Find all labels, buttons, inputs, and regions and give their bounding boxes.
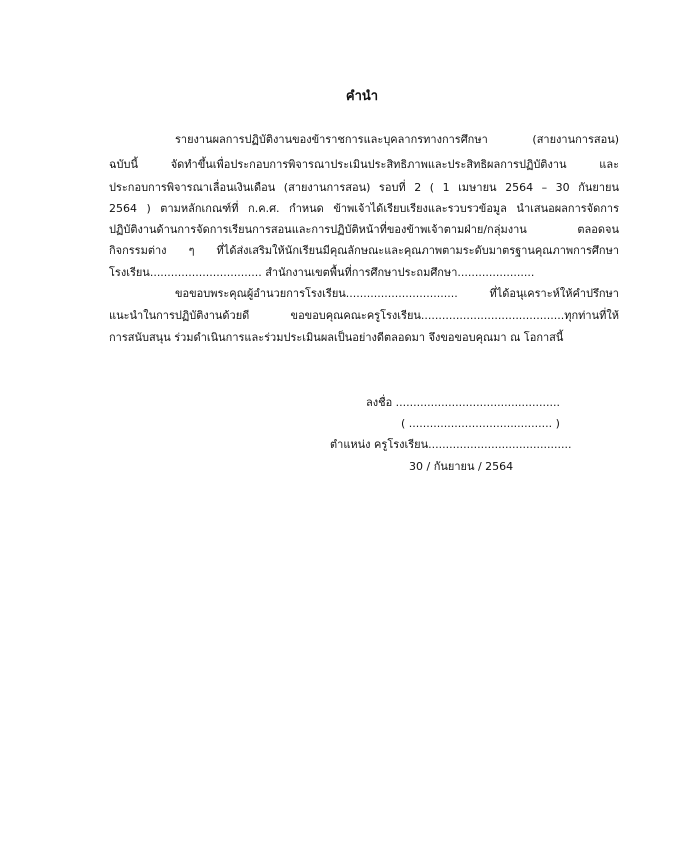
page-title: คำนำ: [345, 89, 379, 104]
signature-date: 30 / กันยายน / 2564: [409, 460, 514, 473]
paragraph2-line: ขอขอบพระคุณผู้อำนวยการโรงเรียน................................ ที่ได้อนุเคราะห์ให้คำปรึกษา: [175, 287, 619, 300]
paragraph2-line: การสนับสนุน ร่วมดำเนินการและร่วมประเมินผลเป็นอย่างดีตลอดมา จึงขอขอบคุณมา ณ โอกาสนี้: [109, 331, 564, 344]
paragraph1-line: รายงานผลการปฏิบัติงานของข้าราชการและบุคลากรทางการศึกษา (สายงานการสอน): [175, 133, 619, 146]
paragraph1-line: โรงเรียน................................ สำนักงานเขตพื้นที่การศึกษาประถมศึกษา......................: [109, 266, 535, 279]
paragraph1-line: ปฏิบัติงานด้านการจัดการเรียนการสอนและการปฏิบัติหน้าที่ของข้าพเจ้าตามฝ่าย/กลุ่มงาน ตลอดจน: [109, 223, 619, 236]
paragraph1-line: กิจกรรมต่าง ๆ ที่ได้ส่งเสริมให้นักเรียนมีคุณลักษณะและคุณภาพตามระดับมาตรฐานคุณภาพการศึกษา: [109, 244, 619, 257]
paragraph1-line: ประกอบการพิจารณาเลื่อนเงินเดือน (สายงานการสอน) รอบที่ 2 ( 1 เมษายน 2564 – 30 กันยายน: [109, 181, 619, 194]
signer-position-line: ตำแหน่ง ครูโรงเรียน.........................................: [330, 438, 572, 451]
signature-line: ลงชื่อ ...............................................: [366, 396, 561, 409]
paragraph1-line: 2564 ) ตามหลักเกณฑ์ที่ ก.ค.ศ. กำหนด ข้าพเจ้าได้เรียบเรียงและรวบรวข้อมูล นำเสนอผลการจัดการ: [109, 202, 619, 215]
paragraph1-line: ฉบับนี้ จัดทำขึ้นเพื่อประกอบการพิจารณาประเมินประสิทธิภาพและประสิทธิผลการปฏิบัติงาน และ: [109, 158, 619, 171]
signer-name-line: ( ......................................... ): [401, 417, 560, 430]
paragraph2-line: แนะนำในการปฏิบัติงานด้วยดี ขอขอบคุณคณะครูโรงเรียน.........................................ทุกท่านที่ให้: [109, 309, 619, 322]
